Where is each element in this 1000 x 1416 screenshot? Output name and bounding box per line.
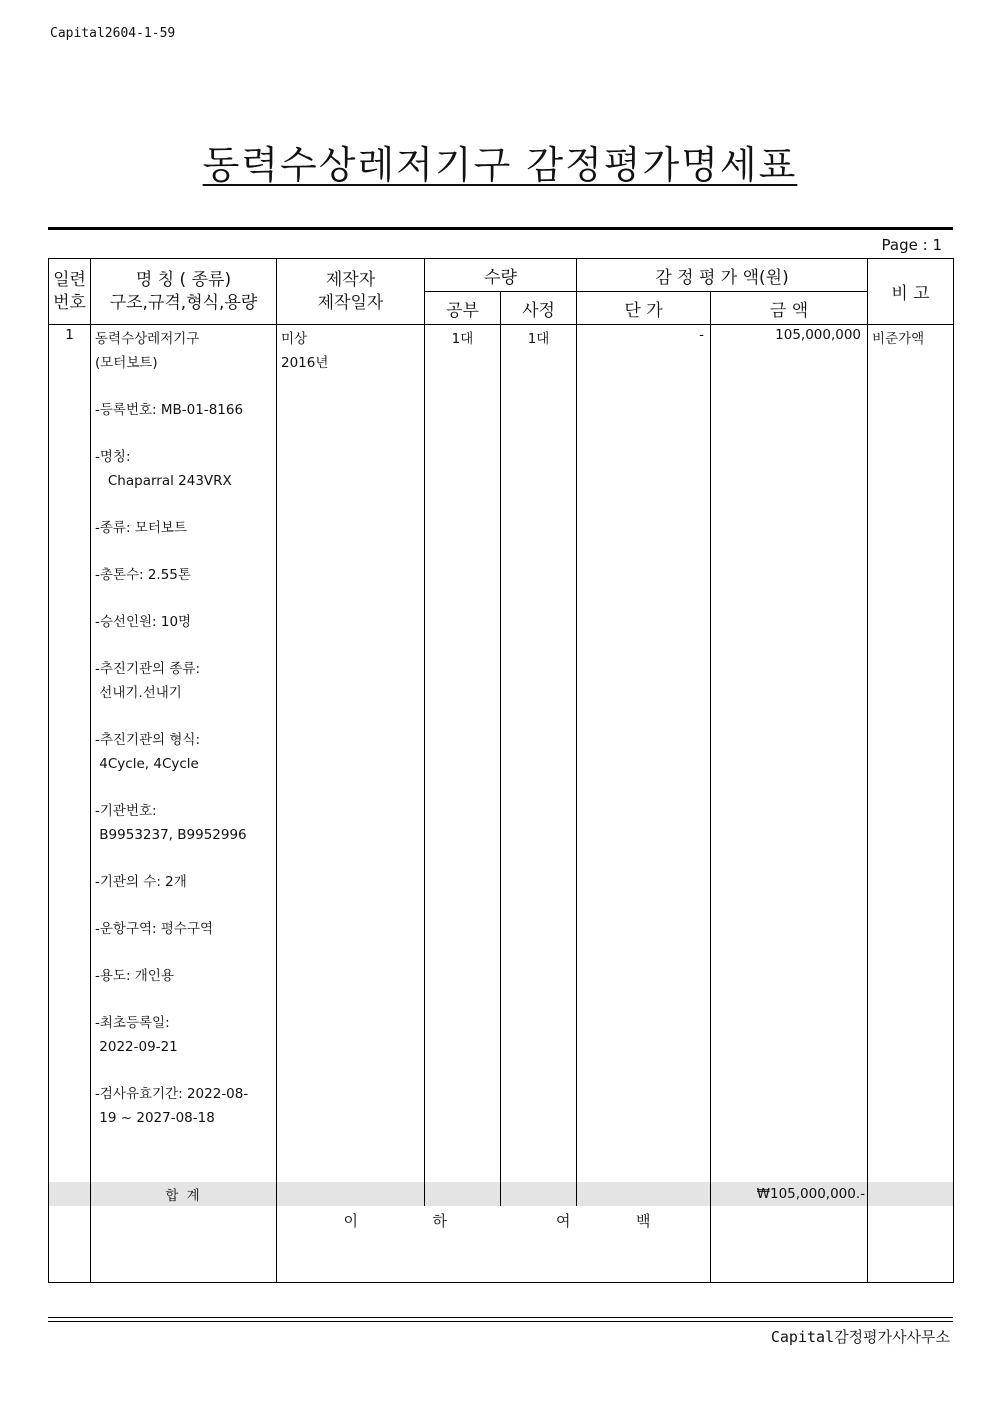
amount-word-2: 하 [425, 1206, 501, 1283]
spec-line: -총톤수: 2.55톤 [95, 567, 191, 583]
spec-line: -종류: 모터보트 [95, 520, 187, 536]
spec-line: Chaparral 243VRX [95, 473, 232, 489]
spec-gap [95, 587, 276, 610]
bottom-rule-1 [48, 1317, 953, 1318]
spec-gap [95, 776, 276, 799]
maker-value: 미상 [281, 331, 308, 347]
words-empty-serial [49, 1206, 91, 1283]
cell-qty-book: 1대 [425, 325, 501, 1183]
top-rule [48, 227, 953, 230]
spec-line: (모터보트) [95, 355, 158, 371]
spec-line: -기관번호: [95, 803, 157, 819]
spec-gap [95, 422, 276, 445]
document-code: Capital2604-1-59 [50, 26, 176, 41]
spec-gap [95, 894, 276, 917]
spec-line: -용도: 개인용 [95, 968, 174, 984]
cell-remarks: 비준가액 [868, 325, 954, 1183]
header-appraisal: 감 정 평 가 액(원) [577, 259, 868, 292]
total-empty-unit-price [577, 1182, 711, 1206]
spec-gap [95, 493, 276, 516]
total-empty-qty-actual [501, 1182, 577, 1206]
spec-gap [95, 1059, 276, 1082]
total-empty-qty-book [425, 1182, 501, 1206]
spec-gap [95, 375, 276, 398]
office-name: Capital감정평가사사무소 [770, 1328, 950, 1346]
total-empty-maker [277, 1182, 425, 1206]
spec-gap [95, 705, 276, 728]
cell-serial: 1 [49, 325, 91, 1183]
spec-line: 동력수상레저기구 [95, 331, 200, 347]
total-label: 합 계 [91, 1182, 277, 1206]
header-serial-line2: 번호 [53, 292, 86, 313]
spec-line: -등록번호: MB-01-8166 [95, 402, 244, 418]
spec-line: B9953237, B9952996 [95, 827, 247, 843]
page-title [0, 134, 1000, 189]
spec-gap [95, 540, 276, 563]
page-number: Page : 1 [881, 236, 942, 254]
spec-line: 2022-09-21 [95, 1039, 178, 1055]
header-serial-line1: 일련 [53, 269, 86, 290]
amount-word-1: 이 [277, 1206, 425, 1283]
spec-line: -추진기관의 종류: [95, 661, 200, 677]
amount-word-3: 여 [501, 1206, 577, 1283]
spec-list [95, 327, 276, 1130]
appraisal-table [48, 258, 954, 1283]
spec-line: -승선인원: 10명 [95, 614, 192, 630]
made-date-value: 2016년 [281, 355, 329, 371]
header-unit-price: 단 가 [577, 292, 711, 325]
spec-gap [95, 941, 276, 964]
header-amount: 금 액 [711, 292, 868, 325]
cell-maker [277, 325, 425, 1183]
header-serial [49, 259, 91, 325]
spec-gap [95, 847, 276, 870]
header-name [91, 259, 277, 325]
header-quantity: 수량 [425, 259, 577, 292]
words-empty-remarks [868, 1206, 954, 1283]
spec-line: -운항구역: 평수구역 [95, 921, 214, 937]
cell-name-spec [91, 325, 277, 1183]
header-remarks: 비 고 [868, 259, 954, 325]
cell-unit-price: - [577, 325, 711, 1183]
header-name-line1: 명 칭 ( 종류) [135, 269, 232, 290]
bottom-rule-2 [48, 1321, 953, 1322]
spec-line: 4Cycle, 4Cycle [95, 756, 199, 772]
total-row [49, 1182, 954, 1206]
spec-line: -추진기관의 형식: [95, 732, 200, 748]
words-empty-name [91, 1206, 277, 1283]
amount-word-4: 백 [577, 1206, 711, 1283]
spec-gap [95, 988, 276, 1011]
page-title-text: 동력수상레저기구 감정평가명세표 [202, 143, 798, 187]
table-row [49, 325, 954, 1183]
spec-line: -기관의 수: 2개 [95, 874, 187, 890]
cell-amount: 105,000,000 [711, 325, 868, 1183]
header-maker-line1: 제작자 [325, 269, 376, 290]
words-empty-amount [711, 1206, 868, 1283]
spec-line: -명칭: [95, 449, 131, 465]
header-qty-book: 공부 [425, 292, 501, 325]
header-name-line2: 구조,규격,형식,용량 [109, 292, 258, 313]
total-amount: ₩105,000,000.- [711, 1182, 868, 1206]
header-maker [277, 259, 425, 325]
cell-qty-actual: 1대 [501, 325, 577, 1183]
spec-gap [95, 634, 276, 657]
total-empty-remarks [868, 1182, 954, 1206]
spec-line: -검사유효기간: 2022-08- [95, 1086, 249, 1102]
amount-in-words-row [49, 1206, 954, 1283]
spec-line: 선내기.선내기 [95, 685, 182, 701]
spec-line: 19 ~ 2027-08-18 [95, 1110, 215, 1126]
spec-line: -최초등록일: [95, 1015, 170, 1031]
total-empty-serial [49, 1182, 91, 1206]
header-maker-line2: 제작일자 [317, 292, 384, 313]
header-qty-actual: 사정 [501, 292, 577, 325]
